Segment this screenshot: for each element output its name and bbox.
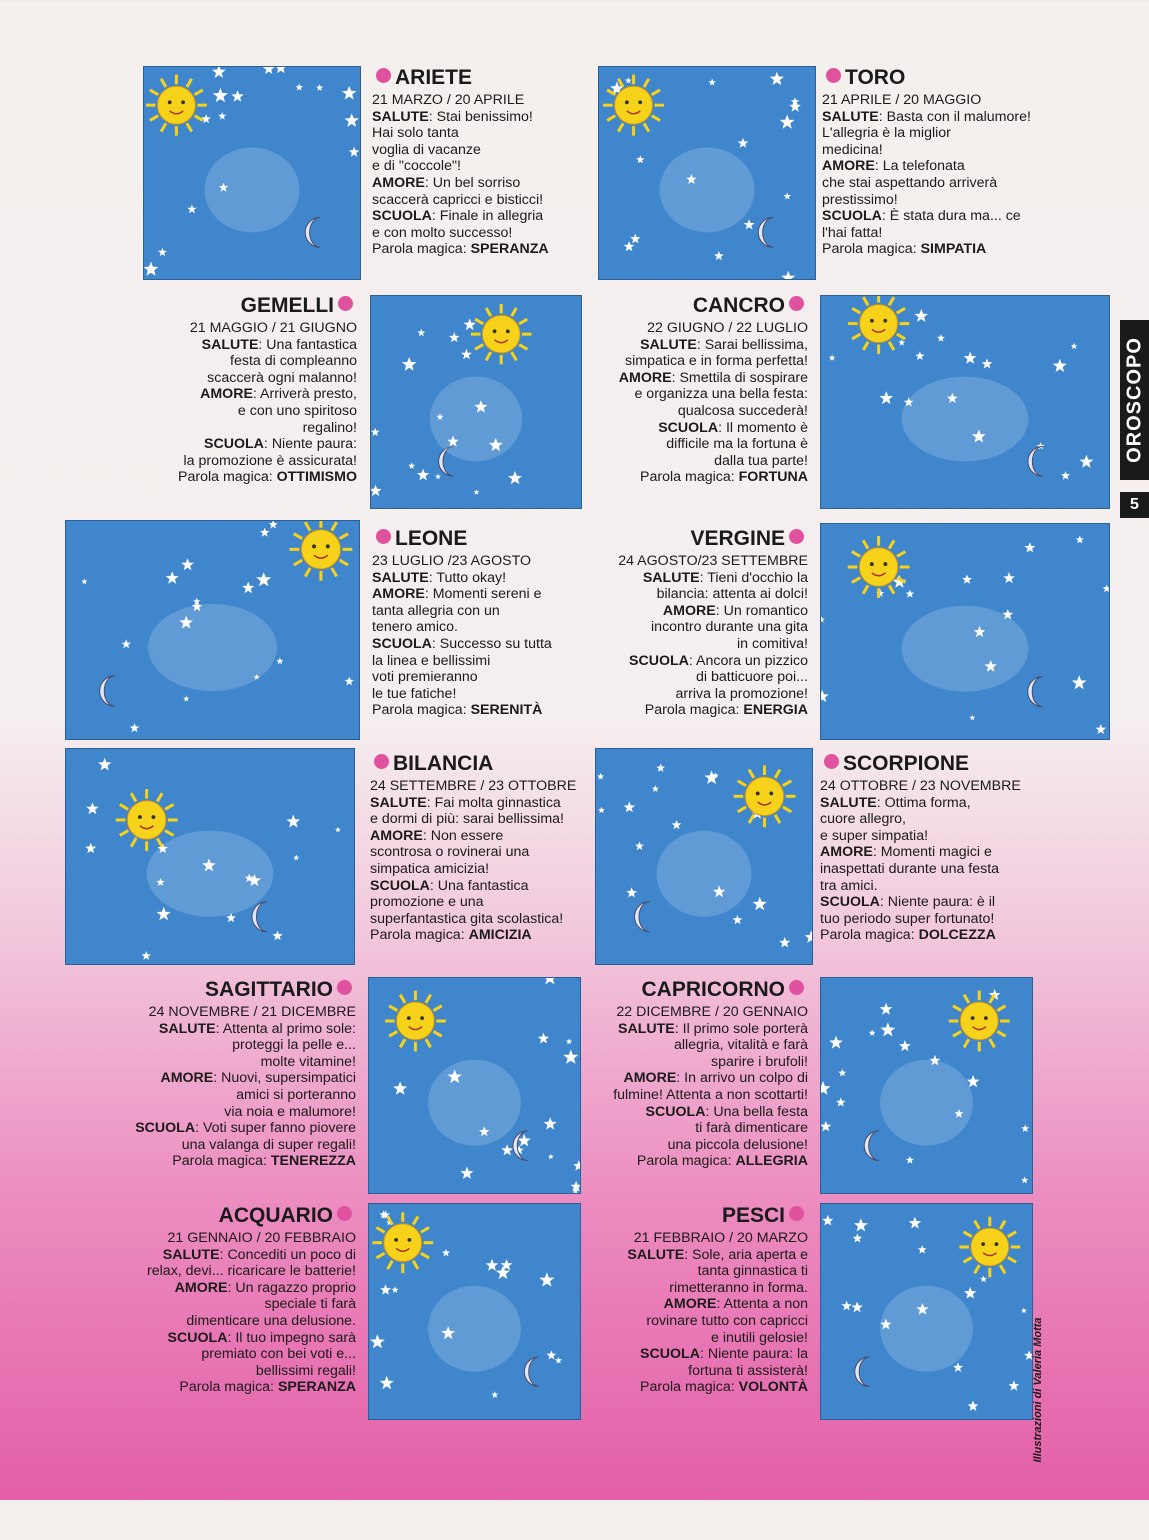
zodiac-figure (880, 1286, 973, 1372)
star-icon (906, 1156, 914, 1164)
bullet-dot-icon (376, 529, 391, 544)
star-icon (272, 931, 282, 941)
bullet-dot-icon (826, 68, 841, 83)
star-icon (789, 101, 801, 112)
sun-icon (290, 521, 353, 581)
star-icon (624, 801, 636, 812)
magic-word: SERENITÀ (470, 702, 543, 719)
star-icon (953, 1362, 963, 1372)
illustration-scene (821, 1204, 1032, 1419)
sign-dates: 22 GIUGNO / 22 LUGLIO (647, 320, 808, 336)
magic-word: TENEREZZA (270, 1153, 356, 1170)
sun-icon (848, 536, 910, 598)
star-icon (442, 1249, 450, 1257)
illustration-scene (821, 524, 1109, 739)
star-icon (1021, 1308, 1027, 1314)
star-icon (538, 1033, 550, 1044)
magic-word: ENERGIA (743, 702, 808, 719)
star-icon (345, 113, 359, 127)
star-icon (781, 271, 795, 279)
star-icon (1103, 585, 1109, 593)
star-icon (968, 1401, 979, 1412)
star-icon (909, 1217, 922, 1229)
sun-icon (372, 1212, 433, 1273)
star-icon (838, 1069, 846, 1077)
star-icon (982, 358, 993, 368)
star-icon (708, 79, 715, 86)
star-icon (829, 354, 836, 361)
star-icon (85, 843, 96, 854)
star-icon (1071, 343, 1078, 349)
star-icon (435, 474, 441, 480)
zodiac-figure (204, 148, 299, 233)
star-icon (738, 138, 749, 148)
sign-title: TORO (822, 66, 1047, 90)
magic-word: SIMPATIA (920, 241, 987, 258)
star-icon (1008, 1380, 1019, 1390)
magic-word: SPERANZA (470, 241, 549, 258)
star-icon (880, 1022, 895, 1036)
sun-icon (471, 304, 531, 364)
star-icon (1072, 675, 1087, 689)
star-icon (784, 192, 792, 199)
star-icon (573, 1160, 580, 1171)
magic-word: VOLONTÀ (738, 1379, 808, 1396)
sign-capricorno: CAPRICORNO 22 DICEMBRE / 20 GENNAIO SALUTE: Il primo sole porterà allegria, vitalità e farà sparire i brufoli! AMORE: In arrivo un colpo di fulmine! Attenta a non scottarti! SCUOLA: Una bella festa ti farà dimenticare una piccola delusione! Parola magica: ALLEGRIA (582, 978, 808, 1170)
sun-icon (385, 991, 446, 1052)
sign-dates: 21 MARZO / 20 APRILE (372, 92, 525, 108)
star-icon (260, 528, 270, 537)
sign-dates: 21 MAGGIO / 21 GIUGNO (189, 320, 357, 336)
star-icon (1076, 536, 1084, 544)
sign-pesci: PESCI 21 FEBBRAIO / 20 MARZO SALUTE: Sole, aria aperta e tanta ginnastica ti rimetteranno in forma. AMORE: Attenta a non rovinare tutto con capricci e inutili gelosie! SCUOLA: Niente paura: la fortuna ti assisterà! Parola magica: VOLONTÀ (582, 1204, 808, 1396)
pisces-fish-illustration (820, 1203, 1033, 1420)
sign-gemelli: GEMELLI 21 MAGGIO / 21 GIUGNO SALUTE: Una fantastica festa di compleanno scaccerà ogni malanno! AMORE: Arriverà presto, e con uno spiritoso regalino! SCUOLA: Niente paura: la promozione è assicurata! Parola magica: OTTIMISMO (125, 294, 357, 486)
star-icon (417, 329, 425, 337)
star-icon (345, 677, 354, 686)
crescent-moon-icon (758, 218, 773, 248)
star-icon (392, 1286, 399, 1293)
zodiac-figure (880, 1060, 973, 1146)
star-icon (555, 1357, 562, 1364)
star-icon (1021, 1124, 1029, 1132)
sun-icon (959, 1217, 1020, 1278)
crescent-moon-icon (513, 1131, 528, 1161)
star-icon (969, 715, 975, 721)
taurus-bull-illustration (598, 66, 816, 280)
sign-sagittario: SAGITTARIO 24 NOVEMBRE / 21 DICEMBRE SALUTE: Attenta al primo sole: proteggi la pelle e... molte vitamine! AMORE: Nuovi, supersimpatici amici si porteranno via noia e malumore! SCUOLA: Voti super fanno piovere una valanga di super regali! Parola magica: TENEREZZA (110, 978, 356, 1170)
star-icon (656, 764, 665, 772)
illustration-scene (599, 67, 815, 279)
star-icon (829, 1036, 843, 1049)
gemini-twins-illustration (370, 295, 582, 509)
star-icon (276, 657, 283, 664)
sign-dates: 24 NOVEMBRE / 21 DICEMBRE (148, 1004, 356, 1020)
crescent-moon-icon (524, 1357, 539, 1387)
bullet-dot-icon (789, 529, 804, 544)
star-icon (275, 67, 287, 73)
sign-title: CAPRICORNO (582, 978, 808, 1002)
star-icon (821, 616, 825, 623)
bullet-dot-icon (374, 754, 389, 769)
star-icon (880, 391, 894, 404)
star-icon (1053, 359, 1067, 372)
bullet-dot-icon (789, 296, 804, 311)
star-icon (937, 334, 945, 342)
magic-word: SPERANZA (277, 1379, 356, 1396)
star-icon (144, 262, 159, 276)
sign-ariete: ARIETE 21 MARZO / 20 APRILE SALUTE: Stai benissimo! Hai solo tanta voglia di vacanze e di "coccole"! AMORE: Un bel sorriso scaccerà capricci e bisticci! SCUOLA: Finale in allegria e con molto successo! Parola magica: SPERANZA (372, 66, 597, 258)
bullet-dot-icon (337, 980, 352, 995)
sign-dates: 21 GENNAIO / 20 FEBBRAIO (167, 1230, 356, 1246)
sign-scorpione: SCORPIONE 24 OTTOBRE / 23 NOVEMBRE SALUTE: Ottima forma, cuore allegro, e super simpatia! AMORE: Momenti magici e inaspettati durante una festa tra amici. SCUOLA: Niente paura: è il tuo periodo super fortunato! Parola magica: DOLCEZZA (820, 752, 1050, 944)
star-icon (183, 696, 189, 702)
star-icon (543, 978, 558, 984)
star-icon (316, 84, 323, 91)
star-icon (491, 1391, 498, 1398)
star-icon (980, 1276, 987, 1283)
crescent-moon-icon (1028, 447, 1043, 477)
magic-word: AMICIZIA (468, 927, 532, 944)
star-icon (486, 1259, 499, 1271)
cancer-crab-illustration (820, 295, 1110, 509)
star-icon (263, 67, 275, 74)
star-icon (349, 147, 360, 157)
star-icon (899, 1040, 911, 1051)
virgo-girl-illustration (820, 523, 1110, 740)
sign-bilancia: BILANCIA 24 SETTEMBRE / 23 OTTOBRE SALUTE: Fai molta ginnastica e dormi di più: sarai bellissima! AMORE: Non essere scontrosa o rovinerai una simpatica amicizia! SCUOLA: Una fantastica promozione e una superfantastica gita scolastica! Parola magica: AMICIZIA (370, 752, 592, 944)
star-icon (166, 571, 179, 583)
star-icon (770, 72, 784, 86)
zodiac-figure (148, 604, 277, 691)
star-icon (269, 521, 278, 529)
star-icon (964, 352, 977, 364)
aries-ram-illustration (143, 66, 361, 280)
sun-icon (146, 75, 207, 136)
star-icon (625, 77, 632, 83)
sun-icon (848, 296, 909, 354)
star-icon (598, 807, 605, 814)
sign-title: PESCI (582, 1204, 808, 1228)
zodiac-figure (902, 377, 1029, 462)
sun-icon (949, 991, 1010, 1052)
sign-title: ACQUARIO (104, 1204, 356, 1228)
sign-leone: LEONE 23 LUGLIO /23 AGOSTO SALUTE: Tutto okay! AMORE: Momenti sereni e tanta allegria con un tenero amico. SCUOLA: Successo su tutta la linea e bellissimi voti premieranno le tue fatiche! Parola magica: SERENITÀ (372, 527, 592, 719)
star-icon (231, 90, 243, 102)
star-icon (380, 1376, 394, 1389)
star-icon (212, 67, 226, 78)
star-icon (630, 234, 640, 244)
star-icon (213, 88, 228, 103)
star-icon (566, 1038, 572, 1044)
star-icon (474, 489, 480, 495)
star-icon (714, 251, 724, 260)
star-icon (130, 723, 140, 732)
zodiac-figure (428, 1286, 521, 1372)
magic-word: ALLEGRIA (735, 1153, 808, 1170)
crescent-moon-icon (100, 676, 115, 707)
scorpio-scorpion-illustration (595, 748, 813, 965)
zodiac-figure (147, 831, 274, 917)
star-icon (869, 1029, 876, 1036)
star-icon (635, 842, 644, 851)
star-icon (626, 887, 637, 897)
crescent-moon-icon (1028, 677, 1043, 707)
star-icon (733, 915, 743, 924)
crescent-moon-icon (305, 218, 320, 248)
star-icon (563, 1049, 578, 1063)
bullet-dot-icon (789, 980, 804, 995)
zodiac-figure (659, 148, 754, 233)
star-icon (1021, 1177, 1028, 1184)
star-icon (242, 582, 254, 594)
illustration-scene (369, 1204, 580, 1419)
sign-title: BILANCIA (370, 752, 592, 776)
zodiac-figure (430, 377, 522, 462)
sign-cancro: CANCRO 22 GIUGNO / 22 LUGLIO SALUTE: Sarai bellissima, simpatica e in forma perfetta! AMORE: Smettila di sospirare e organizza una bella festa: qualcosa succederà! SCUOLA: Il momento è difficile ma la fortuna è dalla tua parte! Parola magica: FORTUNA (584, 294, 808, 486)
magic-word: OTTIMISMO (276, 469, 357, 486)
star-icon (964, 1287, 976, 1299)
star-icon (544, 1117, 557, 1129)
crescent-moon-icon (252, 902, 267, 932)
star-icon (449, 332, 460, 342)
star-icon (371, 428, 380, 436)
illustration-scene (144, 67, 360, 279)
star-icon (597, 773, 604, 780)
star-icon (508, 471, 522, 484)
star-icon (636, 155, 644, 163)
star-icon (918, 1245, 927, 1254)
star-icon (1096, 724, 1107, 734)
bullet-dot-icon (338, 296, 353, 311)
capricorn-goat-illustration (820, 977, 1033, 1194)
star-icon (158, 248, 167, 256)
star-icon (98, 758, 111, 771)
star-icon (854, 1218, 868, 1231)
star-icon (853, 1233, 863, 1242)
sign-title: GEMELLI (125, 294, 357, 318)
star-icon (780, 115, 795, 129)
bullet-dot-icon (824, 754, 839, 769)
sign-title: CANCRO (584, 294, 808, 318)
star-icon (256, 572, 271, 586)
sign-dates: 24 AGOSTO/23 SETTEMBRE (618, 553, 808, 569)
star-icon (779, 937, 790, 948)
illustration-scene (821, 978, 1032, 1193)
star-icon (296, 83, 304, 90)
star-icon (539, 1272, 554, 1286)
aquarius-mermaid-illustration (368, 1203, 581, 1420)
illustration-scene (371, 296, 581, 508)
star-icon (293, 855, 299, 861)
star-icon (851, 1302, 862, 1313)
illustration-scene (66, 749, 354, 964)
star-icon (1003, 572, 1015, 583)
star-icon (548, 1154, 554, 1160)
star-icon (335, 827, 341, 833)
star-icon (915, 351, 924, 360)
illustration-credit: Illustrazioni di Valeria Motta (1032, 1317, 1044, 1463)
illustration-scene (821, 296, 1109, 508)
star-icon (81, 578, 87, 584)
sign-dates: 23 LUGLIO /23 AGOSTO (372, 553, 532, 569)
star-icon (461, 349, 472, 359)
star-icon (370, 1334, 385, 1348)
star-icon (464, 318, 476, 330)
sign-acquario: ACQUARIO 21 GENNAIO / 20 FEBBRAIO SALUTE: Concediti un poco di relax, devi... ricaricare le batterie! AMORE: Un ragazzo proprio speciale ti farà dimenticare una delusione. SCUOLA: Il tuo impegno sarà premiato con bei voti e... bellissimi regali! Parola magica: SPERANZA (104, 1204, 356, 1396)
zodiac-figure (656, 831, 751, 917)
sign-title: VERGINE (584, 527, 808, 551)
star-icon (753, 897, 767, 911)
magic-word: DOLCEZZA (918, 927, 996, 944)
star-icon (380, 1284, 391, 1295)
sign-dates: 21 FEBBRAIO / 20 MARZO (633, 1230, 808, 1246)
sign-title: LEONE (372, 527, 592, 551)
bullet-dot-icon (337, 1206, 352, 1221)
illustration-scene (596, 749, 812, 964)
bullet-dot-icon (376, 68, 391, 83)
leo-lion-illustration (65, 520, 360, 740)
crescent-moon-icon (635, 902, 650, 932)
star-icon (672, 820, 682, 829)
star-icon (218, 112, 226, 120)
star-icon (501, 1144, 513, 1155)
magic-word: FORTUNA (738, 469, 808, 486)
zodiac-figure (428, 1060, 521, 1146)
star-icon (181, 558, 194, 570)
star-icon (187, 204, 196, 213)
sign-dates: 22 DICEMBRE / 20 GENNAIO (616, 1004, 808, 1020)
star-icon (201, 114, 211, 123)
star-icon (408, 462, 415, 469)
star-icon (417, 469, 429, 481)
star-icon (1080, 455, 1094, 468)
section-label: OROSCOPO (1123, 337, 1145, 463)
star-icon (86, 802, 99, 814)
bullet-dot-icon (789, 1206, 804, 1221)
star-icon (880, 1003, 893, 1015)
star-icon (547, 1350, 557, 1359)
section-tab (1120, 320, 1149, 480)
star-icon (962, 574, 972, 583)
star-icon (1024, 542, 1035, 552)
sagittarius-archer-illustration (368, 977, 581, 1194)
libra-scales-illustration (65, 748, 355, 965)
star-icon (142, 951, 151, 960)
star-icon (841, 1301, 851, 1311)
star-icon (393, 1081, 407, 1094)
star-icon (744, 219, 755, 229)
star-icon (652, 785, 659, 792)
star-icon (157, 907, 171, 920)
sign-toro: TORO 21 APRILE / 20 MAGGIO SALUTE: Basta con il malumore! L'allegria è la miglior medicina! AMORE: La telefonata che stai aspettando arriverà prestissimo! SCUOLA: È stata dura ma... ce l'hai fatta! Parola magica: SIMPATIA (822, 66, 1047, 258)
illustration-scene (66, 521, 359, 739)
sign-dates: 24 SETTEMBRE / 23 OTTOBRE (370, 778, 577, 794)
sign-dates: 21 APRILE / 20 MAGGIO (822, 92, 982, 108)
sign-vergine: VERGINE 24 AGOSTO/23 SETTEMBRE SALUTE: Tieni d'occhio la bilancia: attenta ai dolci! AMORE: Un romantico incontro durante una gita in comitiva! SCUOLA: Ancora un pizzico di batticuore poi... arriva la promozione! Parola magica: ENERGIA (584, 527, 808, 719)
sign-title: ARIETE (372, 66, 597, 90)
page-number: 5 (1120, 492, 1149, 518)
star-icon (1061, 471, 1070, 480)
zodiac-figure (902, 606, 1029, 692)
star-icon (821, 690, 829, 702)
star-icon (805, 931, 812, 944)
crescent-moon-icon (864, 1131, 879, 1161)
star-icon (821, 1081, 830, 1095)
sun-icon (603, 75, 664, 136)
sign-title: SCORPIONE (820, 752, 1050, 776)
star-icon (371, 485, 382, 497)
star-icon (821, 1121, 831, 1132)
sign-title: SAGITTARIO (110, 978, 356, 1002)
star-icon (342, 86, 357, 100)
star-icon (915, 309, 929, 322)
crescent-moon-icon (855, 1357, 870, 1387)
star-icon (286, 815, 300, 828)
star-icon (461, 1167, 474, 1179)
sun-icon (734, 765, 796, 827)
star-icon (402, 357, 417, 371)
star-icon (822, 1215, 833, 1226)
star-icon (836, 1097, 846, 1106)
illustration-scene (369, 978, 580, 1193)
star-icon (906, 590, 915, 598)
sign-dates: 24 OTTOBRE / 23 NOVEMBRE (820, 778, 1021, 794)
star-icon (122, 639, 131, 648)
